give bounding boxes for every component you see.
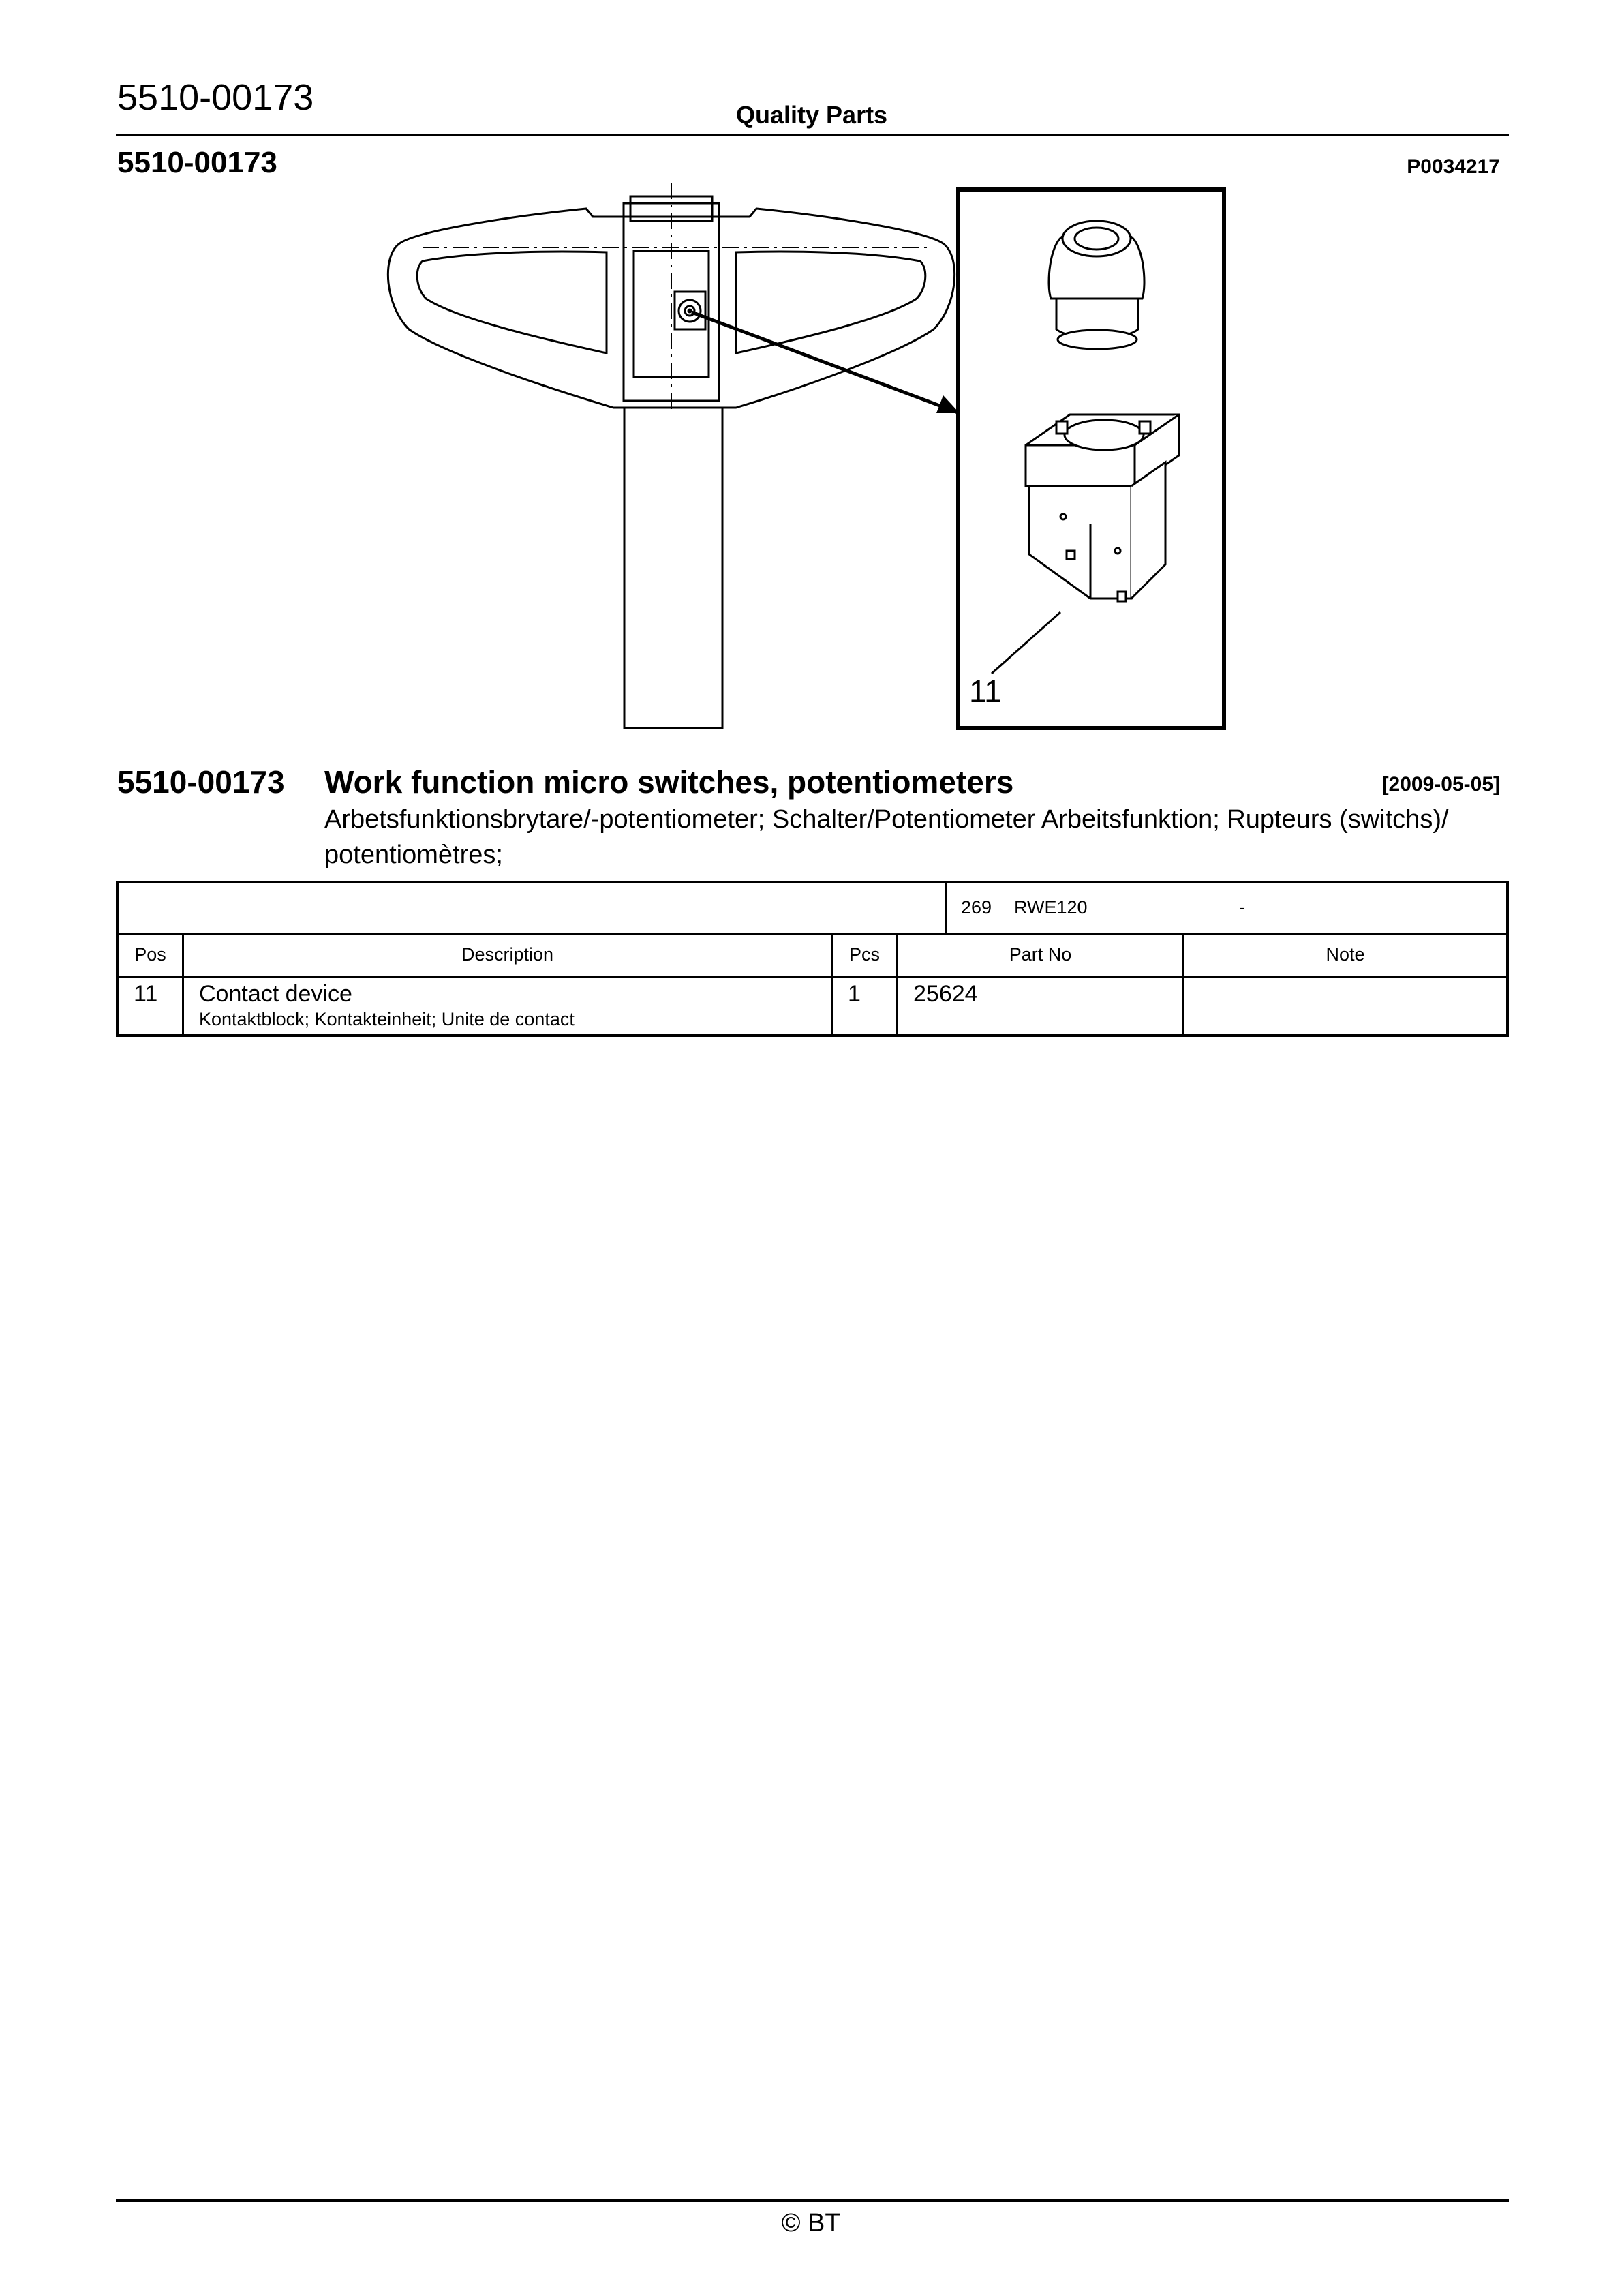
cell-description [184,978,833,1034]
column-header-part-no: Part No [898,935,1184,976]
copyright: © BT [781,2209,841,2237]
table-row [119,978,1506,1034]
document-code: 5510-00173 [117,77,314,118]
column-header-pos: Pos [119,935,184,976]
parts-illustration [382,183,1234,735]
model-name: RWE120 [1014,897,1088,918]
column-header-description: Description [184,935,833,976]
header-rule [116,134,1509,136]
contact-device-drawing [1026,221,1179,601]
model-note: - [1239,897,1245,918]
table-header [119,935,1506,978]
detail-arrow [692,312,960,413]
section-code: 5510-00173 [117,764,285,800]
model-row [119,883,1506,935]
cell-part-no: 25624 [898,978,1184,1034]
section-subtitle: Arbetsfunktionsbrytare/-potentiometer; Schalter/Potentiometer Arbeitsfunktion; Rupteurs (switchs)/ potentiomètres; [324,805,1449,869]
description-translations: Kontaktblock; Kontakteinheit; Unite de contact [199,1009,575,1029]
section-title: Work function micro switches, potentiometers [324,764,1014,800]
footer-rule [116,2199,1509,2202]
parts-table [116,881,1509,1037]
document-title: Quality Parts [736,101,888,129]
model-number: 269 [961,897,992,918]
column-header-pcs: Pcs [833,935,898,976]
callout-leader [992,612,1060,674]
section-date: [2009-05-05] [1381,773,1500,796]
cell-note [1184,978,1506,1034]
callout-number: 11 [969,674,1002,709]
drawing-id: P0034217 [1407,155,1500,178]
column-header-note: Note [1326,944,1365,965]
cell-pcs: 1 [833,978,898,1034]
cell-pos: 11 [119,978,184,1034]
group-code: 5510-00173 [117,146,277,179]
description-primary: Contact device [199,981,352,1007]
